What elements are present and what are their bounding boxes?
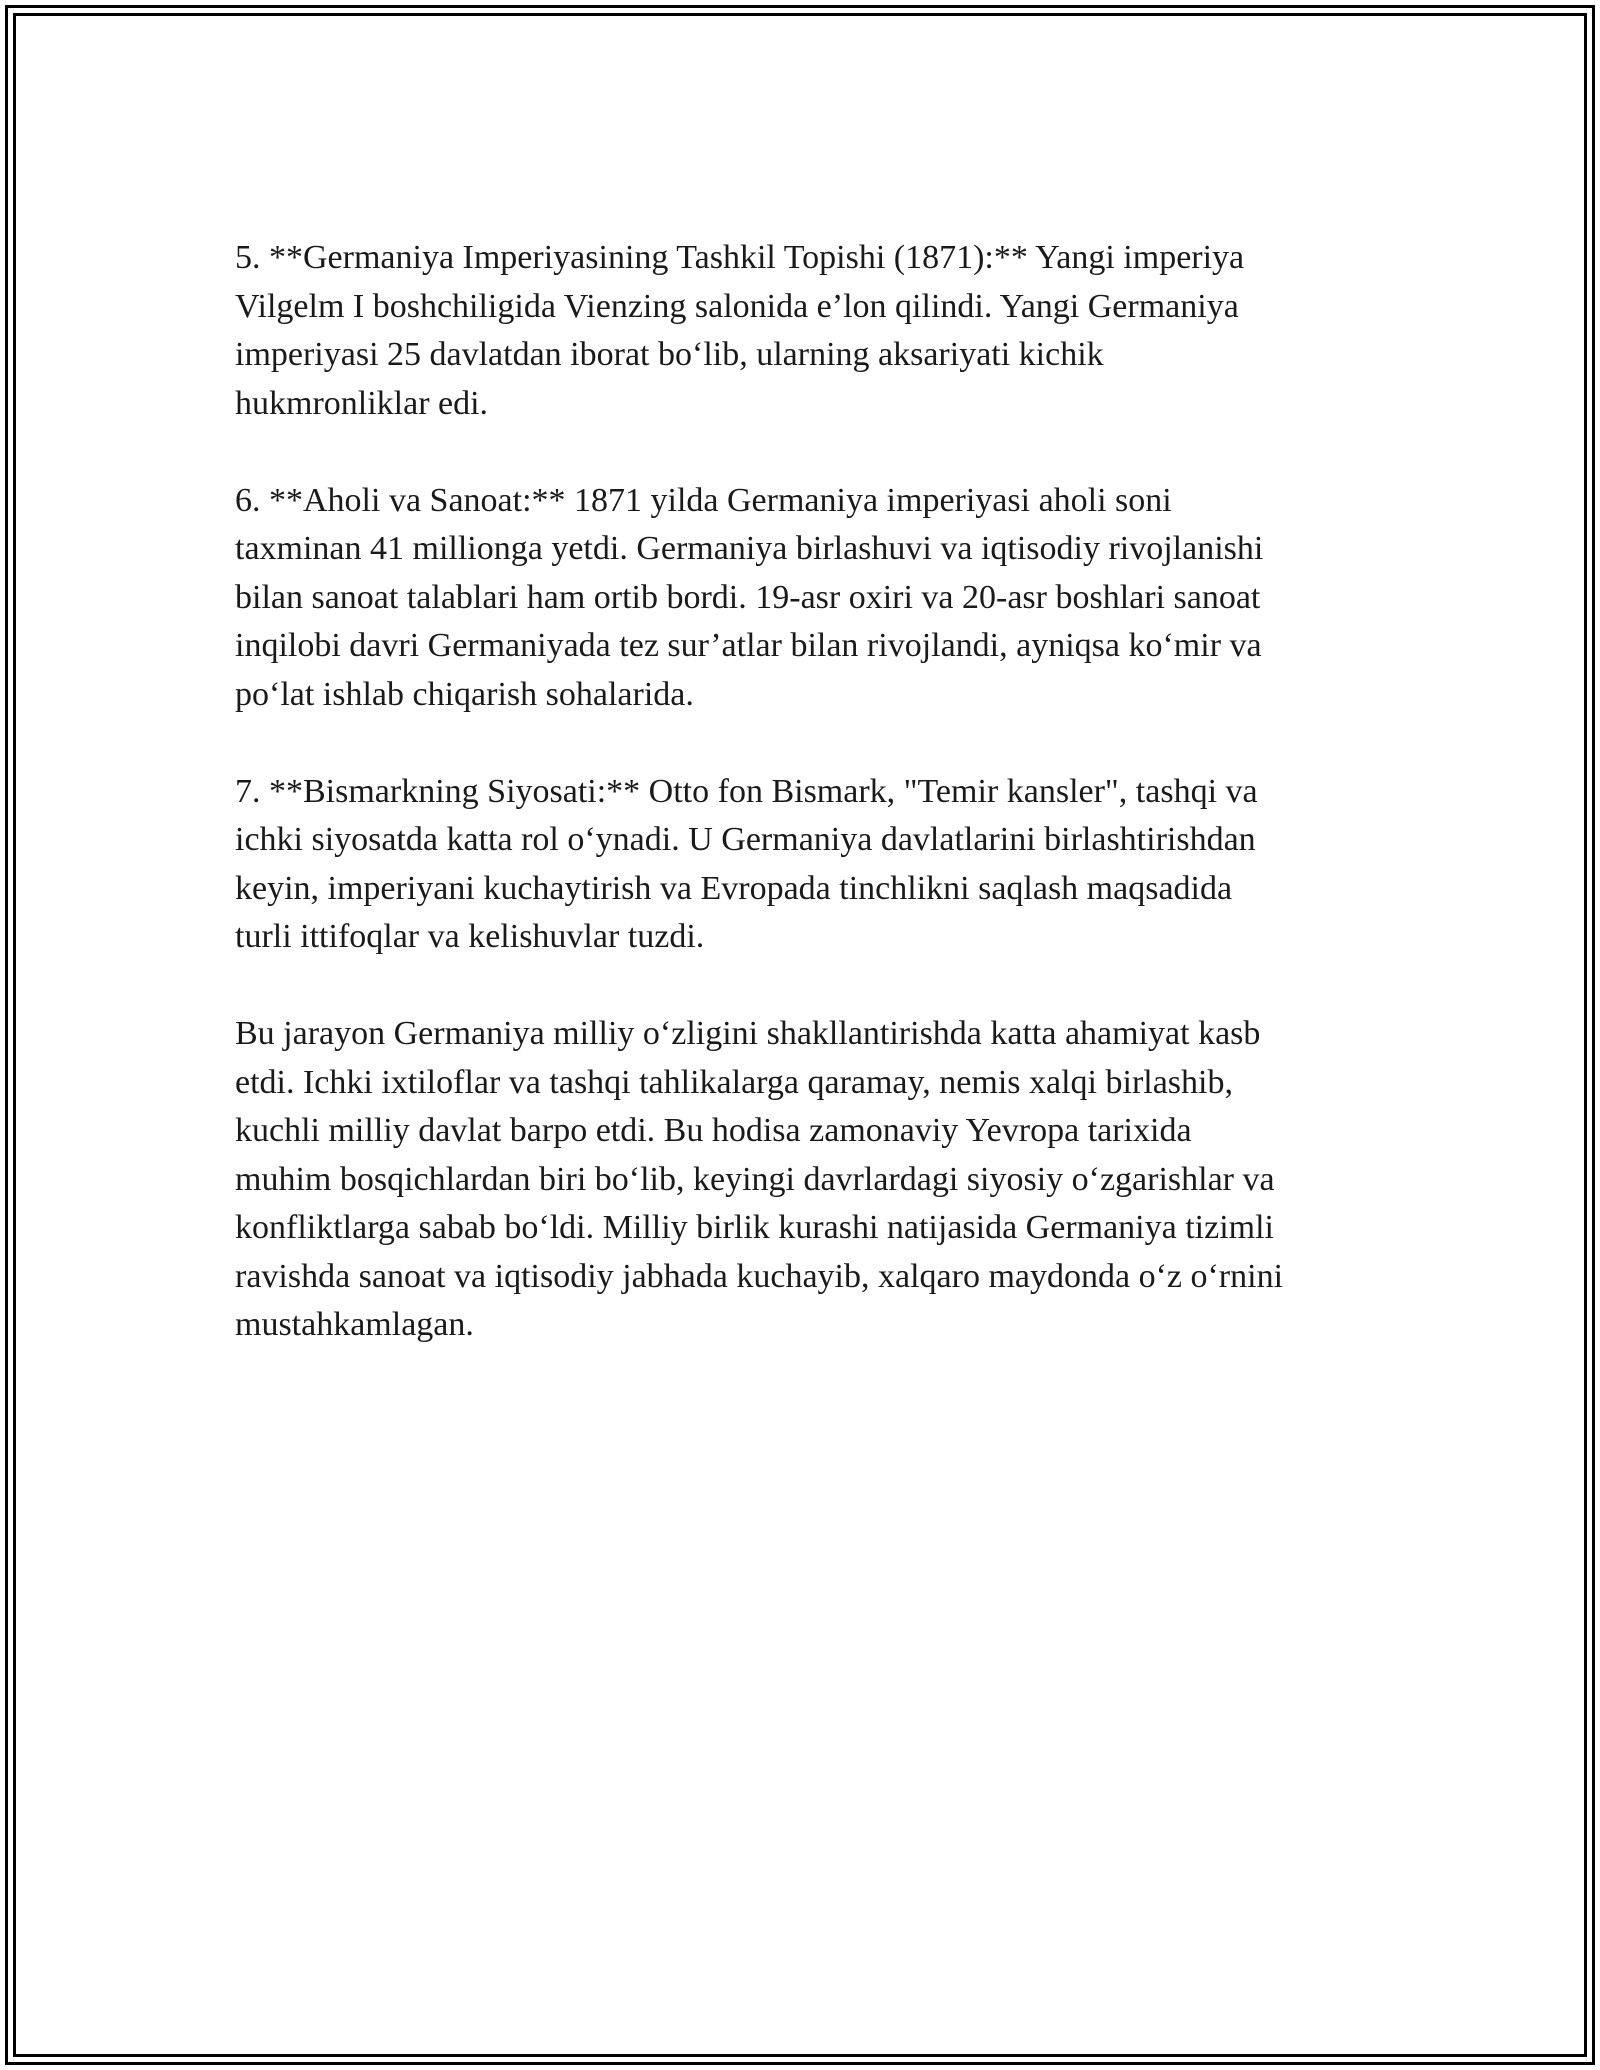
text-line: taxminan 41 millionga yetdi. Germaniya birlashuvi va iqtisodiy rivojlanishi (235, 530, 1264, 567)
text-line: Bu jarayon Germaniya milliy o‘zligini shakllantirishda katta ahamiyat kasb (235, 1015, 1261, 1052)
paragraph-conclusion (235, 1010, 1385, 1350)
text-line: ichki siyosatda katta rol o‘ynadi. U Germaniya davlatlarini birlashtirishdan (235, 821, 1256, 858)
text-line: kuchli milliy davlat barpo etdi. Bu hodisa zamonaviy Yevropa tarixida (235, 1112, 1192, 1149)
text-line: ravishda sanoat va iqtisodiy jabhada kuchayib, xalqaro maydonda o‘z o‘rnini (235, 1257, 1284, 1295)
document-body (235, 234, 1385, 1398)
text-line: muhim bosqichlardan biri bo‘lib, keyingi davrlardagi siyosiy o‘zgarishlar va (235, 1160, 1275, 1198)
text-line: mustahkamlagan. (235, 1306, 474, 1343)
text-line: 7. **Bismarkning Siyosati:** Otto fon Bismark, "Temir kansler", tashqi va (235, 772, 1258, 810)
text-line: etdi. Ichki ixtiloflar va tashqi tahlikalarga qaramay, nemis xalqi birlashib, (235, 1063, 1233, 1101)
paragraph-aholi-va-sanoat (235, 477, 1385, 720)
paragraph-bismarkning-siyosati (235, 768, 1385, 962)
paragraph-germaniya-imperiyasi (235, 234, 1385, 428)
text-line: bilan sanoat talablari ham ortib bordi. 19-asr oxiri va 20-asr boshlari sanoat (235, 578, 1261, 616)
text-line: 5. **Germaniya Imperiyasining Tashkil Topishi (1871):** Yangi imperiya (235, 239, 1245, 276)
text-line: keyin, imperiyani kuchaytirish va Evropada tinchlikni saqlash maqsadida (235, 869, 1233, 907)
text-line: konfliktlarga sabab bo‘ldi. Milliy birlik kurashi natijasida Germaniya tizimli (235, 1209, 1274, 1246)
text-line: imperiyasi 25 davlatdan iborat bo‘lib, ularning aksariyati kichik (235, 336, 1104, 373)
text-line: inqilobi davri Germaniyada tez sur’atlar bilan rivojlandi, ayniqsa ko‘mir va (235, 627, 1262, 664)
text-line: turli ittifoqlar va kelishuvlar tuzdi. (235, 918, 705, 955)
text-line: Vilgelm I boshchiligida Vienzing salonida e’lon qilindi. Yangi Germaniya (235, 287, 1239, 325)
text-line: hukmronliklar edi. (235, 384, 489, 422)
text-line: po‘lat ishlab chiqarish sohalarida. (235, 675, 694, 713)
text-line: 6. **Aholi va Sanoat:** 1871 yilda Germaniya imperiyasi aholi soni (235, 481, 1172, 519)
